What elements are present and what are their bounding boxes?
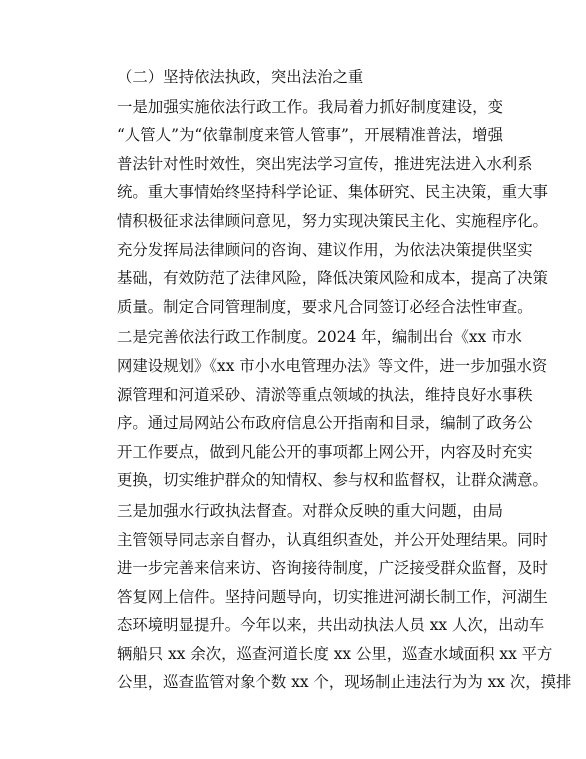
paragraph-line: 答复网上信件。坚持问题导向，切实推进河湖长制工作，河湖生 <box>117 587 548 606</box>
paragraph-line: 开工作要点，做到凡能公开的事项都上网公开，内容及时充实 <box>117 442 533 461</box>
paragraph-line: 情积极征求法律顾问意见，努力实现决策民主化、实施程序化。 <box>117 211 548 230</box>
paragraph-line: 进一步完善来信来访、咨询接待制度，广泛接受群众监督，及时 <box>117 559 548 578</box>
paragraph-line: 主管领导同志亲自督办，认真组织查处，并公开处理结果。同时 <box>117 530 548 549</box>
paragraph-line: 二是完善依法行政工作制度。2024 年，编制出台《xx 市水 <box>117 328 522 347</box>
paragraph-line: 普法针对性时效性，突出宪法学习宣传，推进宪法进入水利系 <box>117 154 533 173</box>
paragraph-line: 统。重大事情始终坚持科学论证、集体研究、民主决策，重大事 <box>117 183 548 202</box>
paragraph-line: 公里，巡查监管对象个数 xx 个，现场制止违法行为为 xx 次，摸排 <box>117 673 572 692</box>
paragraph-line: 态环境明显提升。今年以来，共出动执法人员 xx 人次，出动车 <box>117 616 545 635</box>
paragraph-line: 基础，有效防范了法律风险，降低决策风险和成本，提高了决策 <box>117 269 548 288</box>
section-heading-text: （二）坚持依法执政，突出法治之重 <box>117 68 364 86</box>
paragraph-line: 一是加强实施依法行政工作。我局着力抓好制度建设，变 <box>117 97 503 116</box>
paragraph-line: 网建设规划》《xx 市小水电管理办法》等文件，进一步加强水资 <box>117 356 548 375</box>
section-heading <box>86 63 503 92</box>
paragraph-line: 质量。制定合同管理制度，要求凡合同签订必经合法性审查。 <box>117 297 533 316</box>
paragraph-line: 更换，切实维护群众的知情权、参与权和监督权，让群众满意。 <box>117 471 548 490</box>
paragraph-line: 辆船只 xx 余次，巡查河道长度 xx 公里，巡查水域面积 xx 平方 <box>117 644 553 663</box>
paragraph-line: 源管理和河道采砂、清淤等重点领域的执法，维持良好水事秩 <box>117 385 533 404</box>
paragraph-line: 充分发挥局法律顾问的咨询、建议作用，为依法决策提供坚实 <box>117 240 533 259</box>
paragraph-2 <box>86 323 548 495</box>
paragraph-line: 序。通过局网站公布政府信息公开指南和目录，编制了政务公 <box>117 414 533 433</box>
document-body <box>86 63 572 697</box>
paragraph-1 <box>86 93 548 322</box>
paragraph-line: “人管人”为“依靠制度来管人管事”，开展精准普法，增强 <box>117 126 503 145</box>
paragraph-line: 三是加强水行政执法督查。对群众反映的重大问题，由局 <box>117 501 503 520</box>
paragraph-3 <box>86 497 572 697</box>
